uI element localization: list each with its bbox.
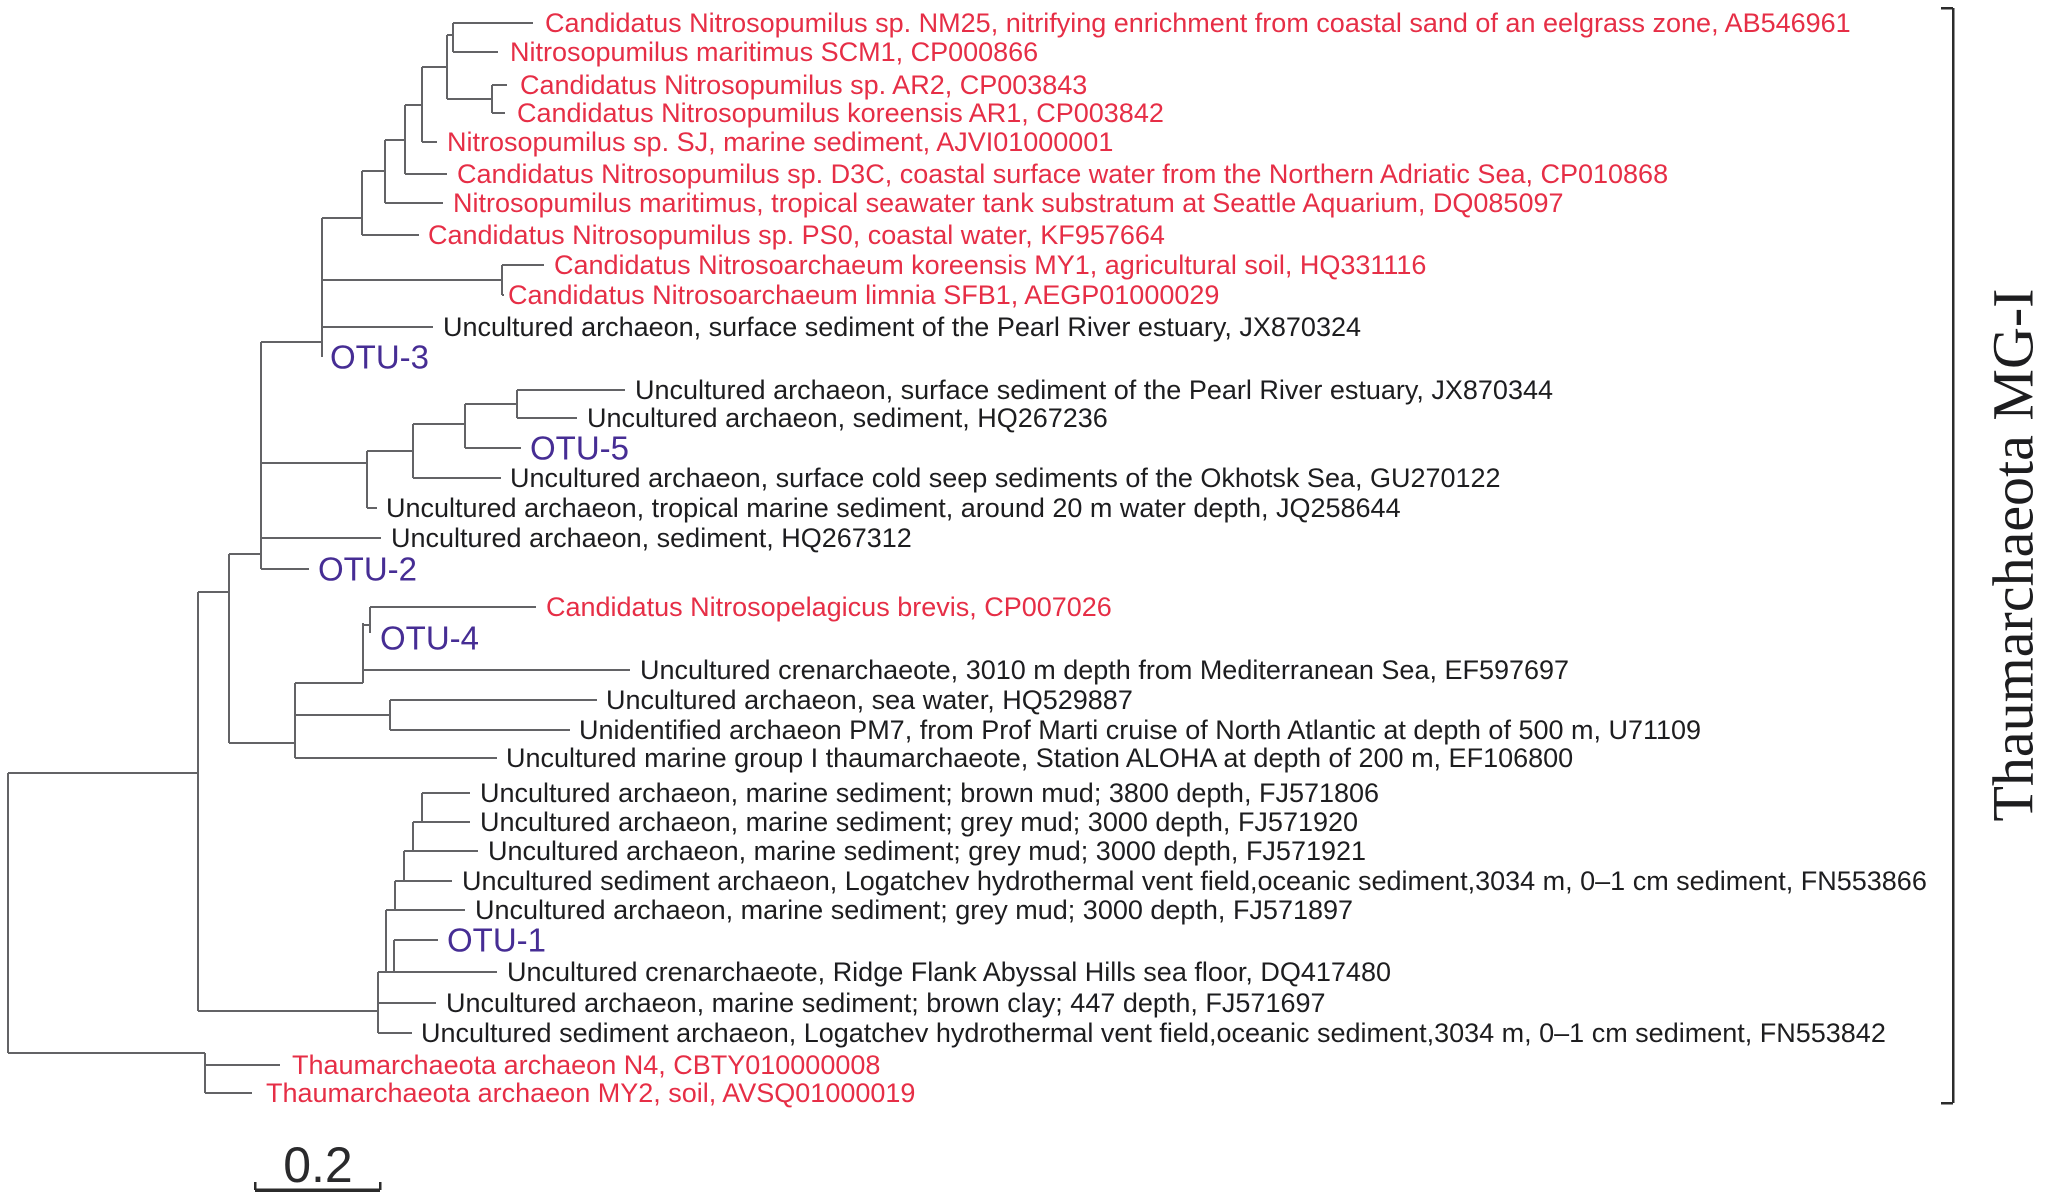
taxon-label: Uncultured archaeon, surface cold seep sediments of the Okhotsk Sea, GU270122 (510, 463, 1501, 493)
taxon-label: Candidatus Nitrosopumilus sp. AR2, CP003843 (520, 70, 1088, 100)
taxon-label: Uncultured archaeon, marine sediment; grey mud; 3000 depth, FJ571897 (475, 895, 1354, 925)
scale-bar-label: 0.2 (283, 1137, 353, 1193)
taxon-label: Thaumarchaeota archaeon MY2, soil, AVSQ01000019 (266, 1078, 916, 1108)
taxon-label: Uncultured marine group I thaumarchaeote, Station ALOHA at depth of 200 m, EF106800 (506, 743, 1574, 773)
clade-bracket-label: Thaumarchaeota MG-I (1980, 288, 2046, 822)
otu-label: OTU-1 (447, 921, 546, 959)
taxon-label: Uncultured archaeon, sediment, HQ267236 (587, 403, 1108, 433)
taxon-label: Nitrosopumilus maritimus SCM1, CP000866 (510, 37, 1039, 67)
taxon-label: Candidatus Nitrosopumilus sp. PS0, coastal water, KF957664 (428, 220, 1165, 250)
taxon-label: Uncultured crenarchaeote, Ridge Flank Abyssal Hills sea floor, DQ417480 (507, 957, 1391, 987)
taxon-label: Uncultured archaeon, tropical marine sediment, around 20 m water depth, JQ258644 (386, 493, 1401, 523)
otu-label: OTU-2 (318, 550, 417, 588)
taxon-label: Uncultured archaeon, surface sediment of the Pearl River estuary, JX870344 (635, 375, 1553, 405)
otu-label: OTU-4 (380, 619, 479, 657)
taxon-label: Candidatus Nitrosoarchaeum koreensis MY1, agricultural soil, HQ331116 (554, 250, 1427, 280)
otu-label: OTU-3 (330, 338, 429, 376)
taxon-label: Uncultured archaeon, surface sediment of the Pearl River estuary, JX870324 (443, 312, 1361, 342)
taxon-label: Candidatus Nitrosopumilus koreensis AR1, CP003842 (517, 98, 1164, 128)
taxon-label: Candidatus Nitrosopumilus sp. NM25, nitrifying enrichment from coastal sand of an eelgrass zone, AB546961 (545, 8, 1851, 38)
taxon-label: Uncultured archaeon, sediment, HQ267312 (391, 523, 912, 553)
taxon-label: Uncultured crenarchaeote, 3010 m depth from Mediterranean Sea, EF597697 (640, 655, 1570, 685)
otu-label: OTU-5 (530, 429, 629, 467)
taxon-label: Candidatus Nitrosoarchaeum limnia SFB1, AEGP01000029 (508, 280, 1220, 310)
taxon-label: Uncultured archaeon, marine sediment; brown mud; 3800 depth, FJ571806 (480, 778, 1380, 808)
taxon-label: Uncultured archaeon, marine sediment; brown clay; 447 depth, FJ571697 (446, 988, 1326, 1018)
taxon-label: Uncultured archaeon, sea water, HQ529887 (606, 685, 1133, 715)
taxon-label: Candidatus Nitrosopelagicus brevis, CP007026 (546, 592, 1112, 622)
taxon-label: Nitrosopumilus maritimus, tropical seawater tank substratum at Seattle Aquarium, DQ085097 (453, 188, 1564, 218)
taxon-label: Nitrosopumilus sp. SJ, marine sediment, AJVI01000001 (447, 127, 1114, 157)
taxon-label: Uncultured archaeon, marine sediment; grey mud; 3000 depth, FJ571921 (488, 836, 1367, 866)
taxon-label: Uncultured sediment archaeon, Logatchev hydrothermal vent field,oceanic sediment,3034 m, 0–1 cm sediment, FN553842 (421, 1018, 1886, 1048)
taxon-label: Uncultured sediment archaeon, Logatchev hydrothermal vent field,oceanic sediment,3034 m, 0–1 cm sediment, FN553866 (462, 866, 1927, 896)
taxon-label: Candidatus Nitrosopumilus sp. D3C, coastal surface water from the Northern Adriatic Sea, CP010868 (457, 159, 1669, 189)
taxon-label: Unidentified archaeon PM7, from Prof Marti cruise of North Atlantic at depth of 500 m, U71109 (579, 715, 1702, 745)
taxon-label: Thaumarchaeota archaeon N4, CBTY010000008 (292, 1050, 881, 1080)
taxon-label: Uncultured archaeon, marine sediment; grey mud; 3000 depth, FJ571920 (480, 807, 1359, 837)
